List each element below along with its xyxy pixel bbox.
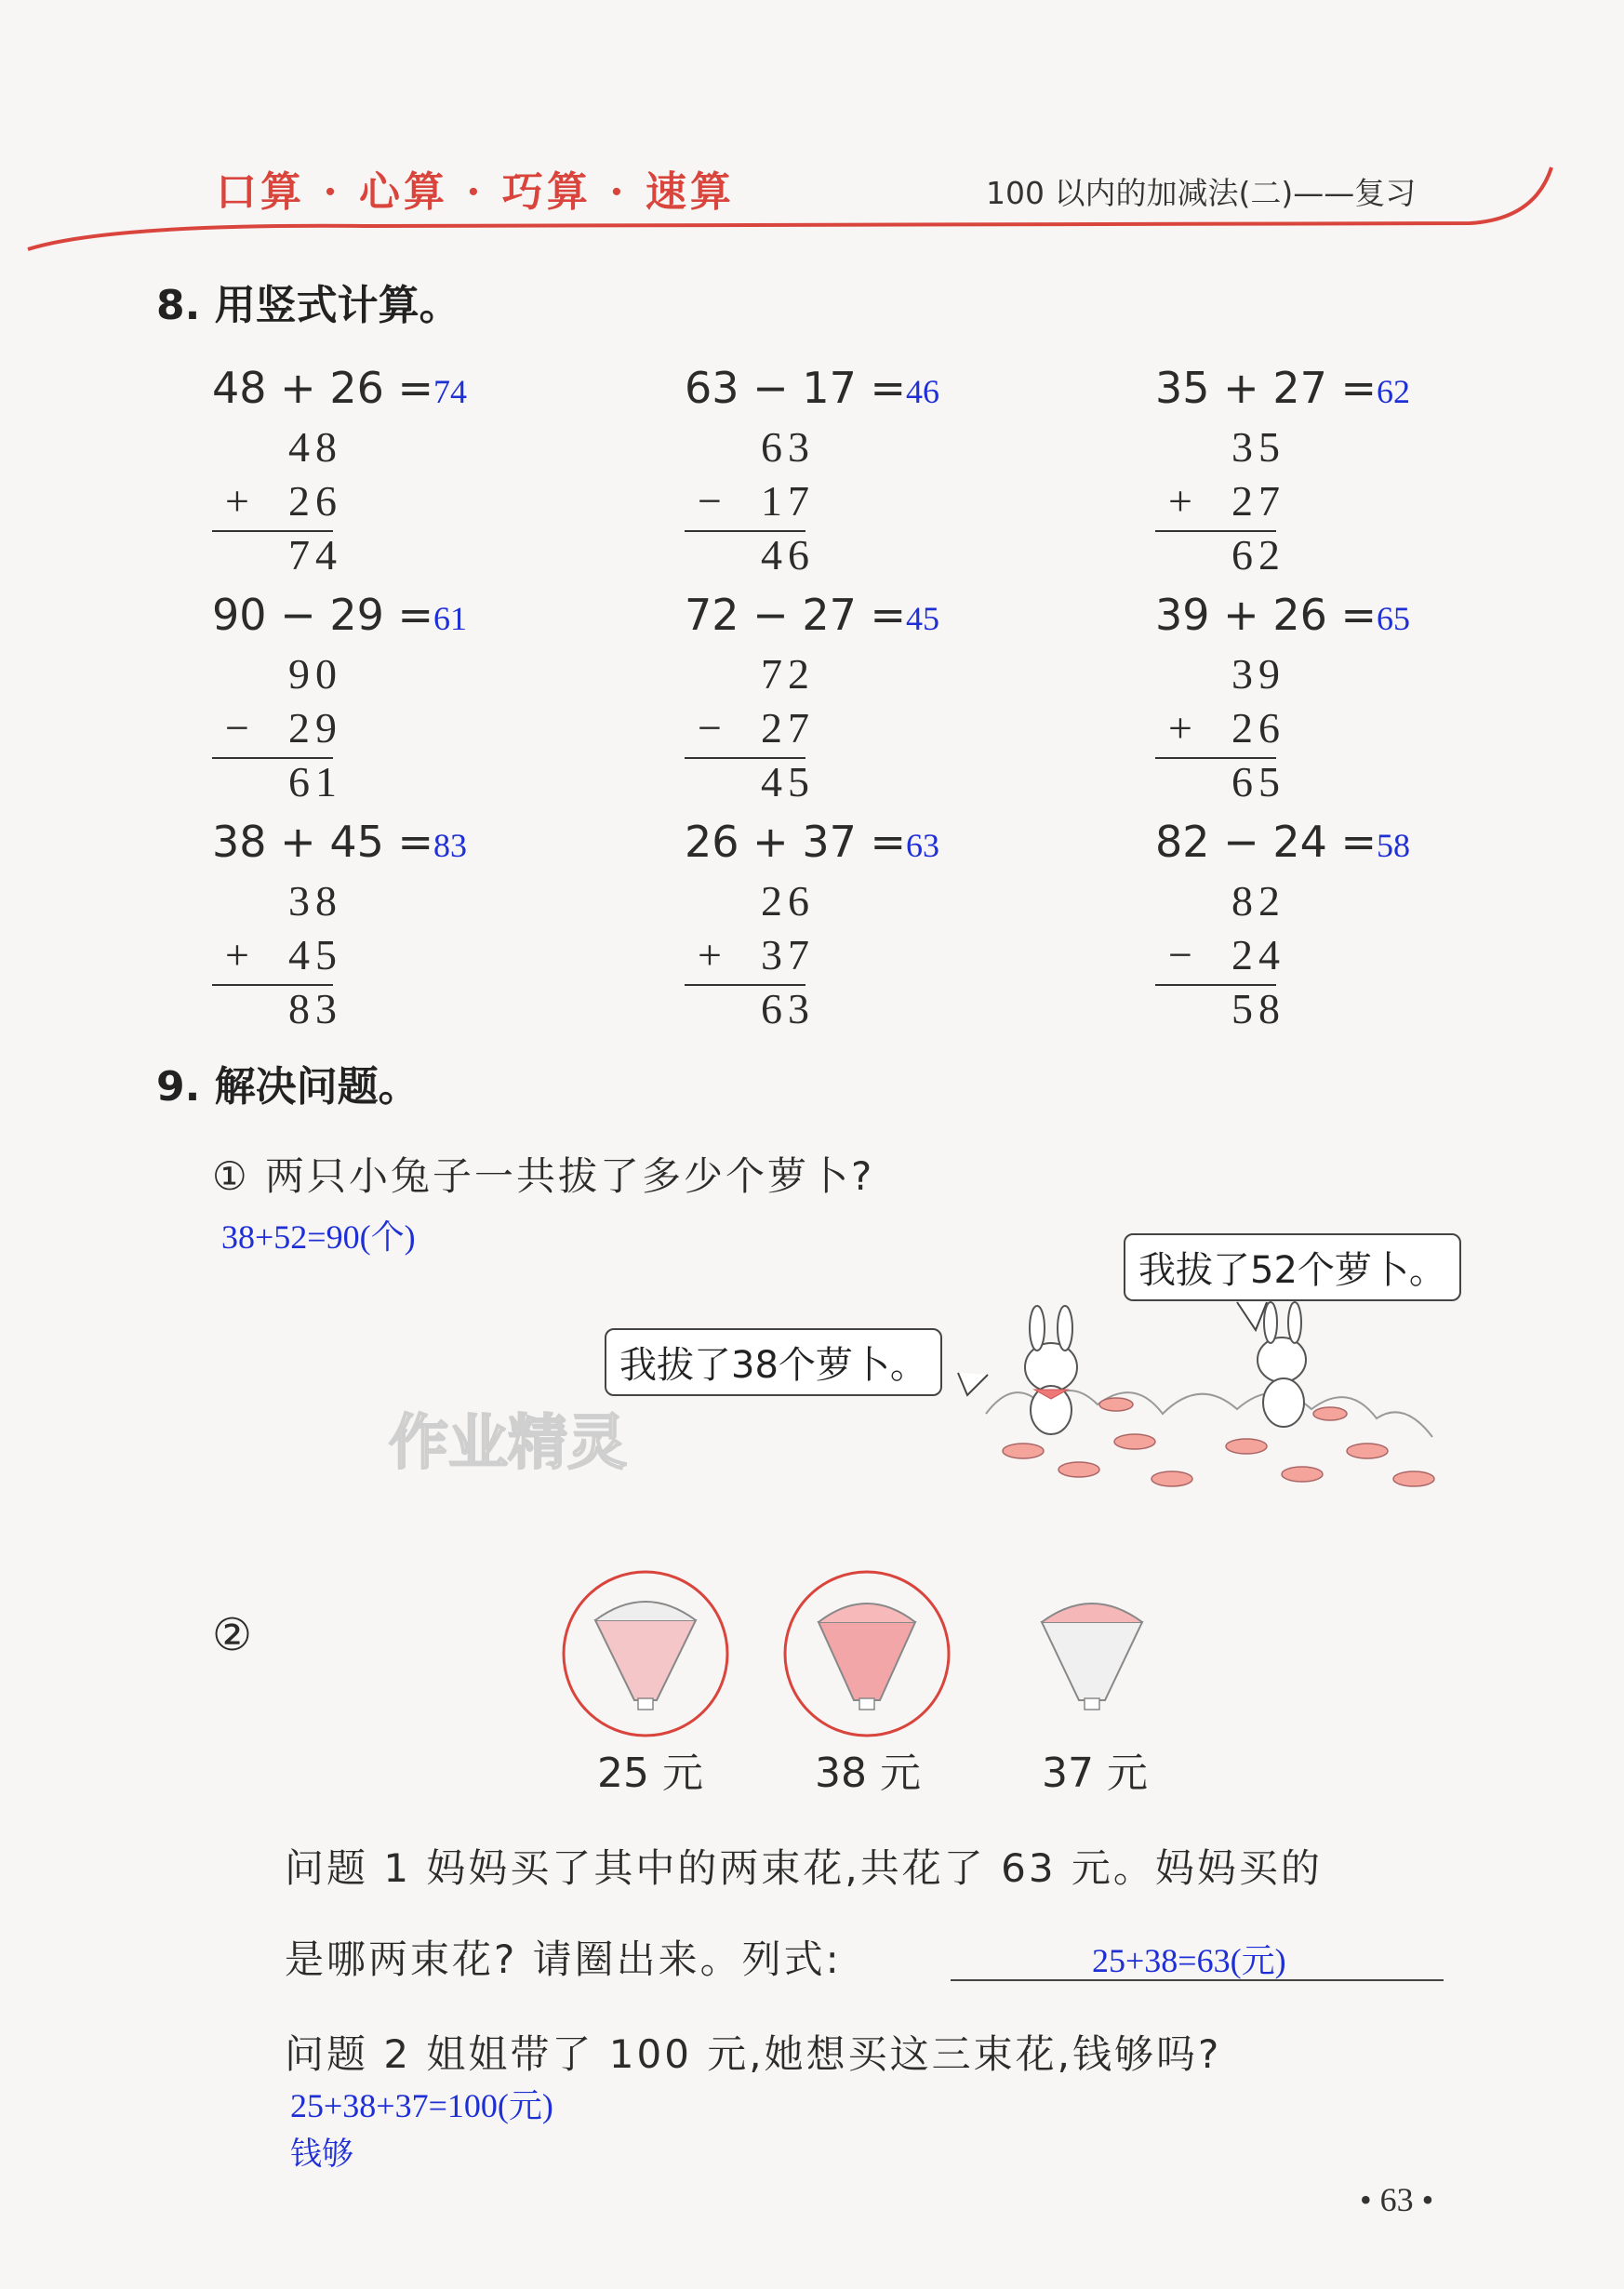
calc-top-number: 26 [761, 877, 815, 925]
watermark: 作业精灵 [389, 1409, 627, 1478]
calc-operator: − [1168, 931, 1192, 978]
calc-bottom-number: 27 [761, 704, 815, 752]
calc-result-number: 46 [761, 531, 815, 579]
speech-bubble-left: 我拔了38个萝卜。 [605, 1328, 942, 1396]
calc-operator: − [698, 704, 722, 752]
equation-answer: 45 [906, 600, 940, 637]
calc-bottom-number: 24 [1231, 931, 1285, 978]
calc-result-number: 65 [1231, 758, 1285, 805]
equation-expression: 63 − 17 = [685, 363, 907, 413]
calc-bottom-number: 17 [761, 477, 815, 525]
calc-operator: − [225, 704, 249, 752]
calc-top-number: 38 [288, 877, 342, 925]
calc-top-number: 39 [1231, 650, 1285, 698]
question-2-marker: ② [212, 1609, 256, 1661]
calc-operator: − [698, 477, 722, 525]
question-1-text: ① 两只小兔子一共拔了多少个萝卜? [212, 1153, 875, 1199]
problem-1-answer: 25+38=63(元) [1092, 1942, 1286, 1979]
bouquet-3 [1042, 1604, 1142, 1710]
price-bouquet-1: 25 元 [597, 1750, 703, 1797]
equation-answer: 83 [433, 827, 468, 864]
section-8-title: 8. 用竖式计算。 [156, 282, 460, 329]
calc-result-number: 83 [288, 985, 342, 1032]
speech-bubble-right: 我拔了52个萝卜。 [1124, 1233, 1461, 1301]
problem-1-line-1: 问题 1 妈妈买了其中的两束花,共花了 63 元。妈妈买的 [285, 1845, 1323, 1891]
calc-bottom-number: 26 [1231, 704, 1285, 752]
calc-result-number: 63 [761, 985, 815, 1032]
equation-expression: 26 + 37 = [685, 817, 907, 867]
equation-expression: 82 − 24 = [1155, 817, 1378, 867]
equation-expression: 90 − 29 = [212, 590, 434, 640]
calc-top-number: 72 [761, 650, 815, 698]
calc-bottom-number: 27 [1231, 477, 1285, 525]
equation-answer: 62 [1377, 373, 1411, 410]
calc-top-number: 90 [288, 650, 342, 698]
calc-operator: + [225, 931, 249, 978]
bouquet-1 [595, 1602, 696, 1710]
calc-operator: + [1168, 704, 1192, 752]
section-9-title: 9. 解决问题。 [156, 1063, 419, 1111]
calc-top-number: 35 [1231, 423, 1285, 471]
header-left-title: 口算 · 心算 · 巧算 · 速算 [216, 168, 735, 216]
header-right-title: 100 以内的加减法(二)——复习 [986, 175, 1417, 211]
problem-2-conclusion: 钱够 [290, 2136, 353, 2173]
question-1-answer: 38+52=90(个) [221, 1218, 416, 1256]
equation-answer: 58 [1377, 827, 1411, 864]
equation-answer: 74 [433, 373, 468, 410]
equation-answer: 63 [906, 827, 940, 864]
equation-expression: 38 + 45 = [212, 817, 434, 867]
calc-result-number: 45 [761, 758, 815, 805]
calc-operator: + [1168, 477, 1192, 525]
calc-result-number: 74 [288, 531, 342, 579]
equation-answer: 61 [433, 600, 468, 637]
calc-operator: + [698, 931, 722, 978]
bouquet-2 [819, 1604, 915, 1710]
price-bouquet-2: 38 元 [815, 1750, 921, 1797]
problem-2-text: 问题 2 姐姐带了 100 元,她想买这三束花,钱够吗? [285, 2031, 1222, 2077]
calc-bottom-number: 37 [761, 931, 815, 978]
calc-top-number: 63 [761, 423, 815, 471]
price-bouquet-3: 37 元 [1042, 1750, 1148, 1797]
equation-answer: 65 [1377, 600, 1411, 637]
calc-bottom-number: 29 [288, 704, 342, 752]
calc-bottom-number: 45 [288, 931, 342, 978]
calc-result-number: 62 [1231, 531, 1285, 579]
equation-expression: 39 + 26 = [1155, 590, 1378, 640]
equation-expression: 48 + 26 = [212, 363, 434, 413]
calc-top-number: 48 [288, 423, 342, 471]
page-number: • 63 • [1360, 2181, 1434, 2218]
calc-top-number: 82 [1231, 877, 1285, 925]
calc-operator: + [225, 477, 249, 525]
calc-result-number: 61 [288, 758, 342, 805]
problem-1-line-2: 是哪两束花? 请圈出来。列式: [285, 1936, 842, 1982]
calc-result-number: 58 [1231, 985, 1285, 1032]
calc-bottom-number: 26 [288, 477, 342, 525]
equation-answer: 46 [906, 373, 940, 410]
problem-2-answer: 25+38+37=100(元) [290, 2087, 553, 2124]
equation-expression: 35 + 27 = [1155, 363, 1378, 413]
equation-expression: 72 − 27 = [685, 590, 907, 640]
